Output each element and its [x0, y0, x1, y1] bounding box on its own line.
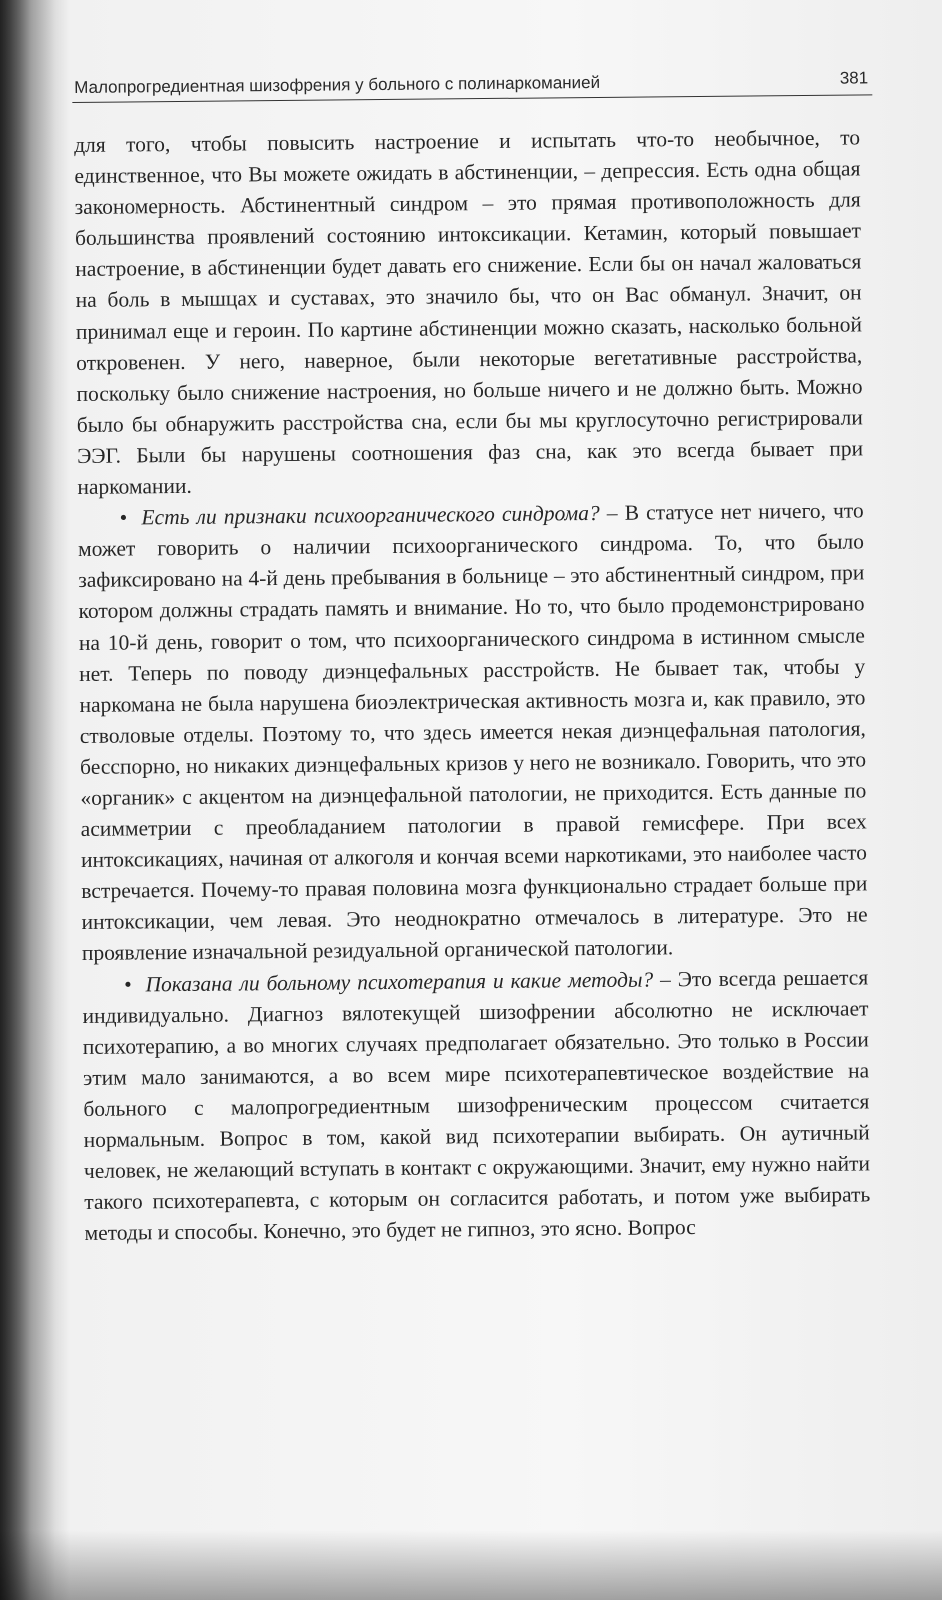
- paragraph-text: для того, чтобы повысить настроение и испытать что-то необычное, то единственное, что Вы можете ожидать в абстиненции, – депрессия. Есть одна общая закономерность. Абстинентный синдром – это прямая противоположность для большинства проявлений состоянию интоксикации. Кетамин, который повышает настроение, в абстиненции будет давать его снижение. Если бы он начал жаловаться на боль в мышцах и суставах, это значило бы, что он Вас обманул. Значит, он принимал еще и героин. По картине абстиненции можно сказать, насколько больной откровенен. У него, наверное, были некоторые вегетативные расстройства, поскольку было снижение настроения, но больше ничего и не должно быть. Можно было бы обнаружить расстройства сна, если бы мы круглосуточно регистрировали ЭЭГ. Были бы нарушены соотношения фаз сна, как это всегда бывает при наркомании.: [74, 125, 864, 500]
- page-header: [72, 58, 872, 103]
- binding-shadow: [0, 0, 55, 1600]
- paragraph-text: Это всегда решается индивидуально. Диагноз вялотекущей шизофрении абсолютно не исключает психотерапию, а во многих случаях предполагает обязательно. Это только в России этим мало занимаются, а во всем мире психотерапевтическое воздействие на больного с малопрогредиентным шизофреническим процессом считается нормальным. Вопрос в том, какой вид психотерапии выбирать. Он аутичный человек, не желающий вступать в контакт с окружающими. Значит, ему нужно найти такого психотерапевта, с которым он согласится работать, и потом уже выбирать методы и способы. Конечно, это будет не гипноз, это ясно. Вопрос: [82, 964, 871, 1246]
- body-text: [74, 122, 871, 1249]
- running-title: Малопрогредиентная шизофрения у больного с полинаркоманией: [74, 72, 601, 97]
- paragraph-continuation: [74, 122, 864, 503]
- bullet-marker: •: [124, 972, 132, 997]
- question-heading: Есть ли признаки психоорганического синдрома? –: [141, 500, 618, 530]
- question-paragraph: [78, 496, 868, 970]
- question-heading: Показана ли больному психотерапия и какие методы? –: [145, 966, 671, 996]
- bullet-marker: •: [119, 505, 128, 530]
- page-number: 381: [839, 68, 869, 88]
- bottom-shadow: [0, 1530, 942, 1600]
- paragraph-text: В статусе нет ничего, что может говорить о наличии психоорганического синдрома. То, что было зафиксировано на 4-й день пребывания в больнице – это абстинентный синдром, при котором должны страдать память и внимание. Но то, что было продемонстрировано на 10-й день, говорит о том, что психоорганического синдрома в истинном смысле нет. Теперь по поводу диэнцефальных расстройств. Не бывает так, чтобы у наркомана не была нарушена биоэлектрическая активность мозга и, как правило, это стволовые отделы. Поэтому то, что здесь имеется некая диэнцефальная патология, бесспорно, но никаких диэнцефальных кризов у него не возникало. Говорить, что это «органик» с акцентом на диэнцефальной патологии, не приходится. Есть данные по асимметрии с преобладанием патологии в правой гемисфере. При всех интоксикациях, начиная от алкоголя и кончая всеми наркотиками, это наиболее часто встречается. Почему-то правая половина мозга функционально страдает больше при интоксикации, чем левая. Это неоднократно отмечалось в литературе. Это не проявление изначальной резидуальной органической патологии.: [77, 498, 868, 966]
- question-paragraph: [82, 962, 871, 1249]
